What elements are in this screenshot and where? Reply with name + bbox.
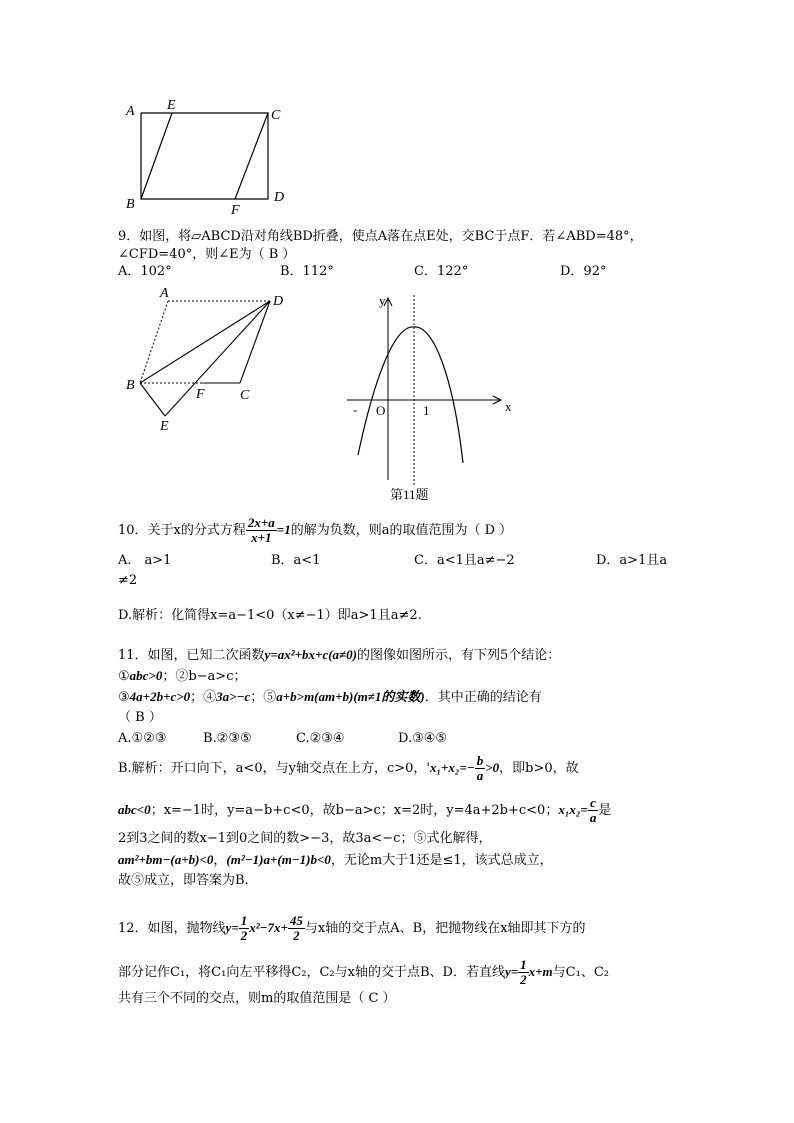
q11-analysis-2: abc<0；x=−1时，y=a−b+c<0，故b−a>c；x=2时，y=4a+2b+c<0；x₁x₂= $\frac{c}{a}$ 是: [118, 795, 612, 825]
figure-parabola: [335, 285, 520, 505]
q10-option-d: D．a>1且a: [596, 553, 668, 568]
minus-label: -: [353, 402, 358, 417]
q11-option-a: A.①②③: [118, 731, 167, 746]
q11-analysis-1: B.解析：开口向下，a<0，与y轴交点在上方，c>0，'x₁+x₂=− $\frac{b}{a}$ >0，即b>0，故: [118, 753, 579, 783]
figure-fold: [120, 283, 295, 433]
q9-option-b: B．112°: [280, 264, 334, 279]
q10-fraction: $\frac{2x+a}{x+1}$: [247, 515, 275, 545]
q11-line3: ③4a+2b+c>0；④3a>−c；⑤a+b>m(am+b)(m≠1的实数)．其中正确的结论有: [118, 689, 542, 705]
q11-analysis-4: am²+bm−(a+b)<0，(m²−1)a+(m−1)b<0，无论m大于1还是≤1，该式总成立，: [118, 852, 553, 868]
label-F: F: [231, 203, 240, 218]
fold-label-E: E: [160, 419, 169, 433]
q12-line3: 共有三个不同的交点，则m的取值范围是（ C ）: [118, 991, 396, 1006]
fold-label-F: F: [196, 387, 205, 402]
q11-line1: 11．如图，已知二次函数y=ax²+bx+c(a≠0)的图像如图所示，有下列5个结论：: [118, 647, 561, 663]
q11-option-d: D.③④⑤: [398, 731, 448, 746]
one-label: 1: [423, 403, 430, 418]
q9-line1: 9．如图，将▱ABCD沿对角线BD折叠，使点A落在点E处，交BC于点F．若∠ABD=48°，: [118, 229, 643, 244]
fold-label-B: B: [126, 378, 135, 393]
q11-analysis-3: 2到3之间的数x−1到0之间的数>−3，故3a<−c；⑤式化解得，: [118, 831, 492, 846]
q11-option-b: B.②③⑤: [203, 731, 252, 746]
fold-label-A: A: [160, 286, 169, 301]
q10-option-d-wrap: ≠2: [118, 573, 138, 588]
figure-parallelogram-top: [120, 95, 300, 220]
origin-label: O: [376, 403, 386, 418]
q11-line2: ①abc>0；②b−a>c；: [118, 668, 247, 684]
q12-line1: 12．如图，抛物线y= $\frac{1}{2}$ x²−7x+ $\frac{45}{2}$ 与x轴的交于点A、B，把抛物线在x轴即其下方的: [118, 913, 586, 943]
q9-option-c: C．122°: [414, 264, 469, 279]
q10-analysis: D.解析：化简得x=a−1<0（x≠−1）即a>1且a≠2.: [118, 608, 422, 623]
q10-option-a: A. a>1: [118, 553, 172, 568]
label-C: C: [271, 108, 281, 123]
y-axis-label: y: [379, 293, 386, 308]
parabola-curve: [358, 327, 463, 463]
figure-caption: 第11题: [390, 487, 429, 502]
label-E: E: [167, 98, 176, 113]
q10-option-b: B．a<1: [271, 553, 321, 568]
q9-line2: ∠CFD=40°，则∠E为（ B ）: [118, 247, 296, 262]
label-B: B: [126, 197, 135, 212]
fold-label-C: C: [240, 388, 250, 403]
x-axis-label: x: [505, 399, 512, 414]
q9-option-a: A．102°: [118, 264, 172, 279]
label-D: D: [274, 190, 285, 205]
q9-option-d: D．92°: [560, 264, 607, 279]
q11-answer: （ B ）: [118, 710, 162, 725]
label-A: A: [126, 104, 135, 119]
q11-analysis-5: 故⑤成立，即答案为B.: [118, 873, 249, 888]
q10-line: 10．关于x的分式方程 $\frac{2x+a}{x+1}$ =1的解为负数，则a的取值范围为（ D ）: [118, 515, 513, 545]
q12-line2: 部分记作C₁，将C₁向左平移得C₂，C₂与x轴的交于点B、D．若直线y= $\frac{1}{2}$ x+m与C₁、C₂: [118, 957, 609, 987]
q11-option-c: C.②③④: [296, 731, 345, 746]
q10-option-c: C．a<1且a≠−2: [414, 553, 515, 568]
fold-label-D: D: [273, 294, 284, 309]
